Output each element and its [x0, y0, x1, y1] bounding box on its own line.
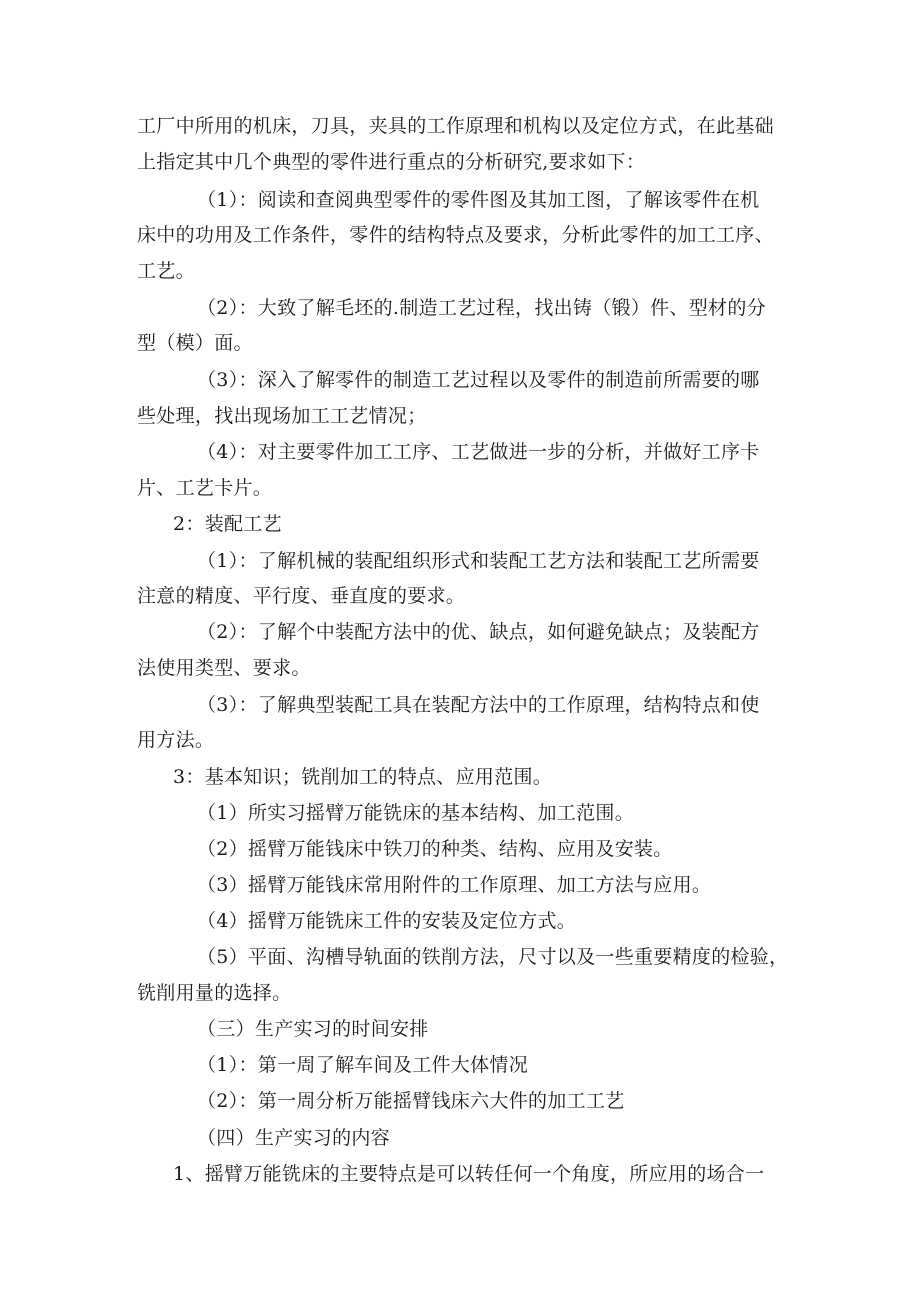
text-line: （2）摇臂万能钱床中铁刀的种类、结构、应用及安装。 [197, 838, 673, 860]
text-line: （3）：了解典型装配工具在装配方法中的工作原理，结构特点和使 [197, 694, 760, 716]
text-line: （3）：深入了解零件的制造工艺过程以及零件的制造前所需要的哪 [197, 369, 760, 391]
text-line: （2）：第一周分析万能摇臂钱床六大件的加工工艺 [197, 1090, 625, 1112]
text-line: 片、工艺卡片。 [137, 477, 273, 499]
text-line: 上指定其中几个典型的零件进行重点的分析研究,要求如下： [137, 151, 646, 173]
text-line: 法使用类型、要求。 [137, 657, 311, 679]
text-line: 工厂中所用的机床，刀具，夹具的工作原理和机构以及定位方式，在此基础 [137, 115, 774, 137]
text-line: （5）平面、沟槽导轨面的铁削方法，尺寸以及一些重要精度的检验， [197, 946, 789, 968]
text-line: 铣削用量的选择。 [137, 982, 292, 1004]
text-line: （2）：了解个中装配方法中的优、缺点，如何避免缺点；及装配方 [197, 621, 760, 643]
text-line: 1、摇臂万能铣床的主要特点是可以转任何一个角度，所应用的场合一 [173, 1163, 765, 1185]
text-line: （4）：对主要零件加工工序、工艺做进一步的分析，并做好工序卡 [197, 441, 760, 463]
text-line: 型（模）面。 [137, 332, 253, 354]
text-line: （2）：大致了解毛坯的.制造工艺过程，找出铸（锻）件、型材的分 [197, 297, 766, 319]
text-line: （3）摇臂万能钱床常用附件的工作原理、加工方法与应用。 [197, 874, 712, 896]
text-line: （1）所实习摇臂万能铣床的基本结构、加工范围。 [197, 802, 634, 824]
text-line: （1）：第一周了解车间及工件大体情况 [197, 1054, 528, 1076]
text-line: （4）摇臂万能铣床工件的安装及定位方式。 [197, 910, 577, 932]
text-line: 用方法。 [137, 729, 215, 751]
text-line: 床中的功用及工作条件，零件的结构特点及要求，分析此零件的加工工序、 [137, 224, 774, 246]
section-heading: 2：装配工艺 [173, 513, 282, 535]
text-line: （1）：阅读和查阅典型零件的零件图及其加工图，了解该零件在机 [197, 189, 760, 211]
text-line: 工艺。 [137, 260, 195, 282]
section-heading: （四）生产实习的内容 [197, 1127, 391, 1149]
section-heading: （三）生产实习的时间安排 [197, 1018, 429, 1040]
text-line: 注意的精度、平行度、垂直度的要求。 [137, 585, 466, 607]
text-line: （1）：了解机械的装配组织形式和装配工艺方法和装配工艺所需要 [197, 550, 760, 572]
section-heading: 3：基本知识；铣削加工的特点、应用范围。 [173, 766, 553, 788]
text-line: 些处理，找出现场加工工艺情况； [137, 405, 427, 427]
